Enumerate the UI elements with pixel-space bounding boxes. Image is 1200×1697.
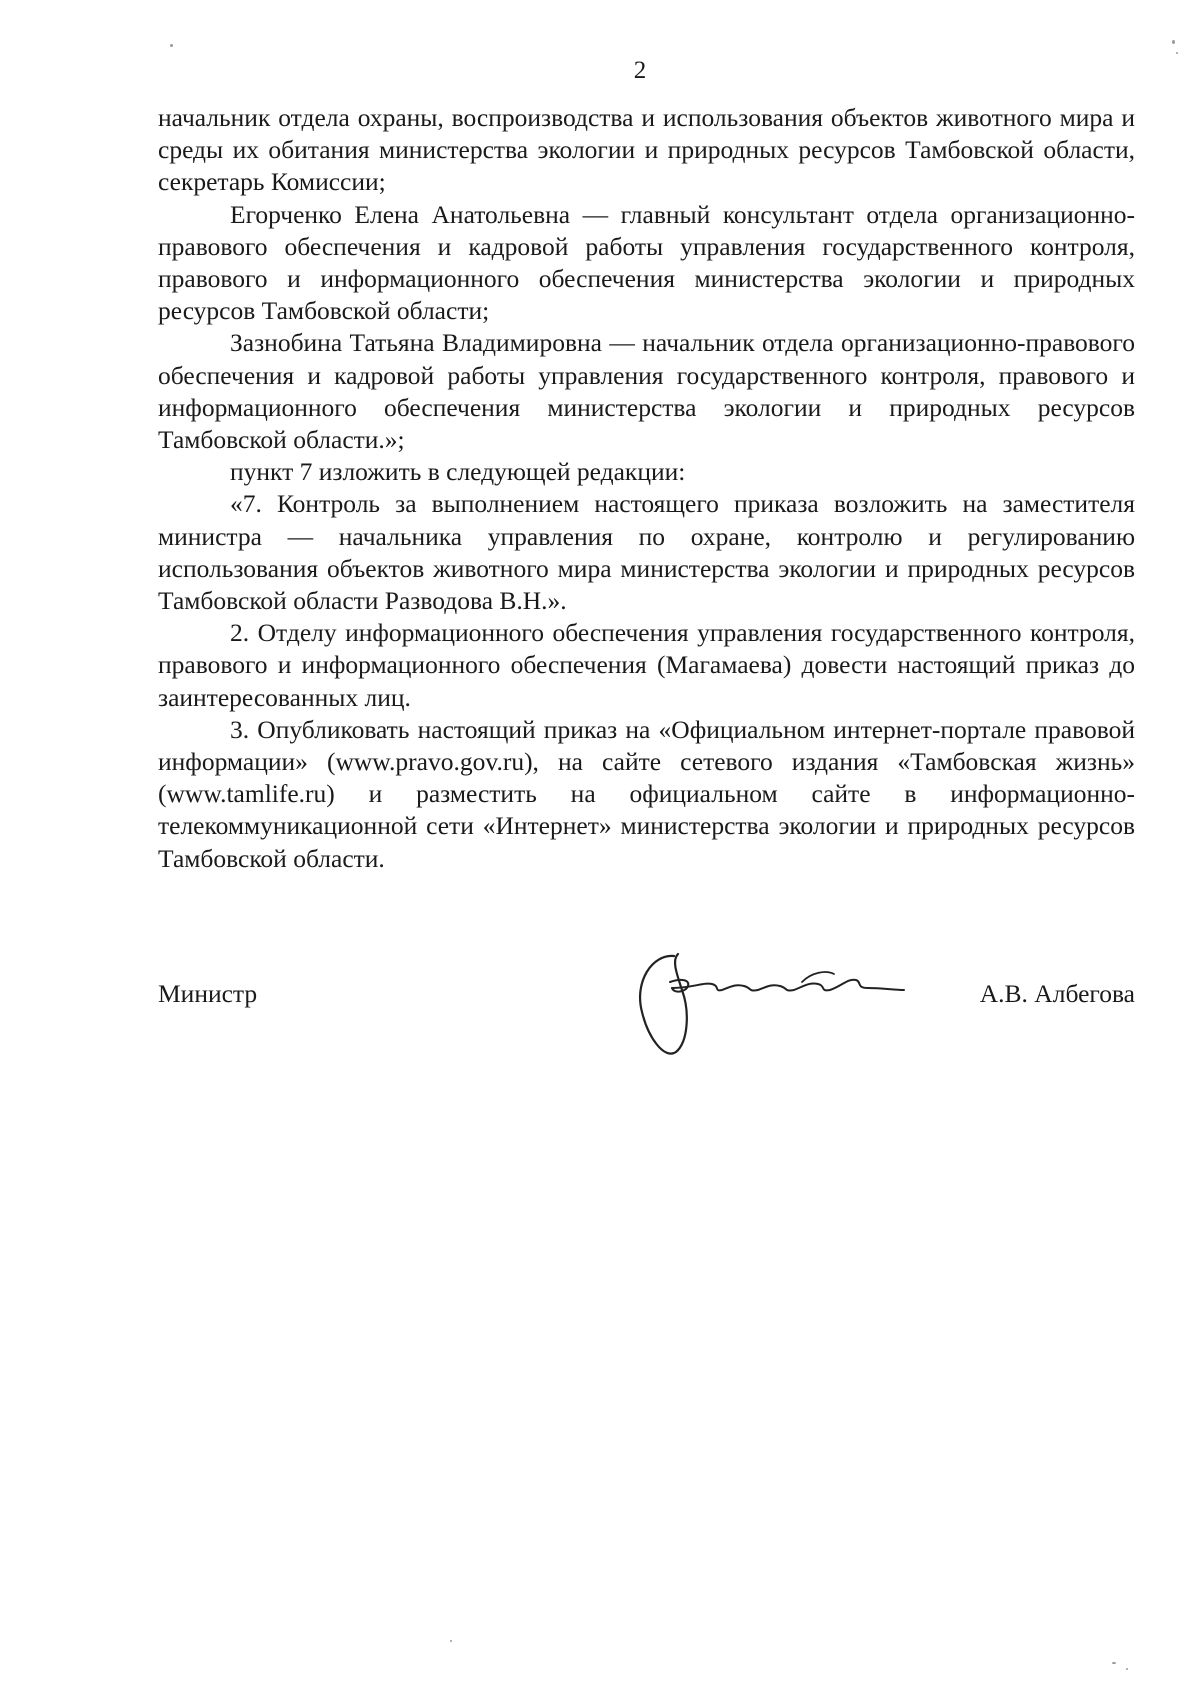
scan-speck xyxy=(1176,52,1178,54)
paragraph-point-7-text: «7. Контроль за выполнением настоящего приказа возложить на заместителя министра — начальника управления по охране, контролю и регулированию использования объектов животного мира министерства экологии и природных ресурсов Тамбовской области Разводова В.Н.». xyxy=(158,489,1135,616)
scan-speck xyxy=(450,1640,452,1642)
signatory-title: Министр xyxy=(158,979,258,1008)
scan-speck xyxy=(1112,1662,1116,1664)
signatory-name: А.В. Албегова xyxy=(979,979,1135,1008)
scan-speck xyxy=(170,44,173,47)
paragraph-secretary: начальник отдела охраны, воспроизводства и использования объектов животного мира и среды их обитания министерства экологии и природных ресурсов Тамбовской области, секретарь Комиссии; xyxy=(158,103,1135,197)
paragraph-item-2: 2. Отделу информационного обеспечения управления государственного контроля, правового и информационного обеспечения (Магамаева) довести настоящий приказ до заинтересованных лиц. xyxy=(158,618,1135,712)
paragraph-zaznobina: Зазнобина Татьяна Владимировна — начальник отдела организационно-правового обеспечения и кадровой работы управления государственного контроля, правового и информационного обеспечения министерства экологии и природных ресурсов Тамбовской области.»; xyxy=(158,328,1135,455)
scan-speck xyxy=(1126,1668,1128,1670)
paragraph-point-7-intro: пункт 7 изложить в следующей редакции: xyxy=(230,457,686,487)
scan-speck xyxy=(1172,40,1175,44)
handwritten-signature-icon xyxy=(612,942,912,1062)
document-body xyxy=(158,102,1135,875)
paragraph-egorchenko: Егорченко Елена Анатольевна — главный консультант отдела организационно-правового обеспечения и кадровой работы управления государственного контроля, правового и информационного обеспечения министерства экологии и природных ресурсов Тамбовской области; xyxy=(158,199,1135,326)
paragraph-item-3: 3. Опубликовать настоящий приказ на «Официальном интернет-портале правовой информации» (www.pravo.gov.ru), на сайте сетевого издания «Тамбовская жизнь» (www.tamlife.ru) и разместить на официальном сайте в информационно-телекоммуникационной сети «Интернет» министерства экологии и природных ресурсов Тамбовской области. xyxy=(158,714,1135,873)
page-number: 2 xyxy=(633,57,647,84)
